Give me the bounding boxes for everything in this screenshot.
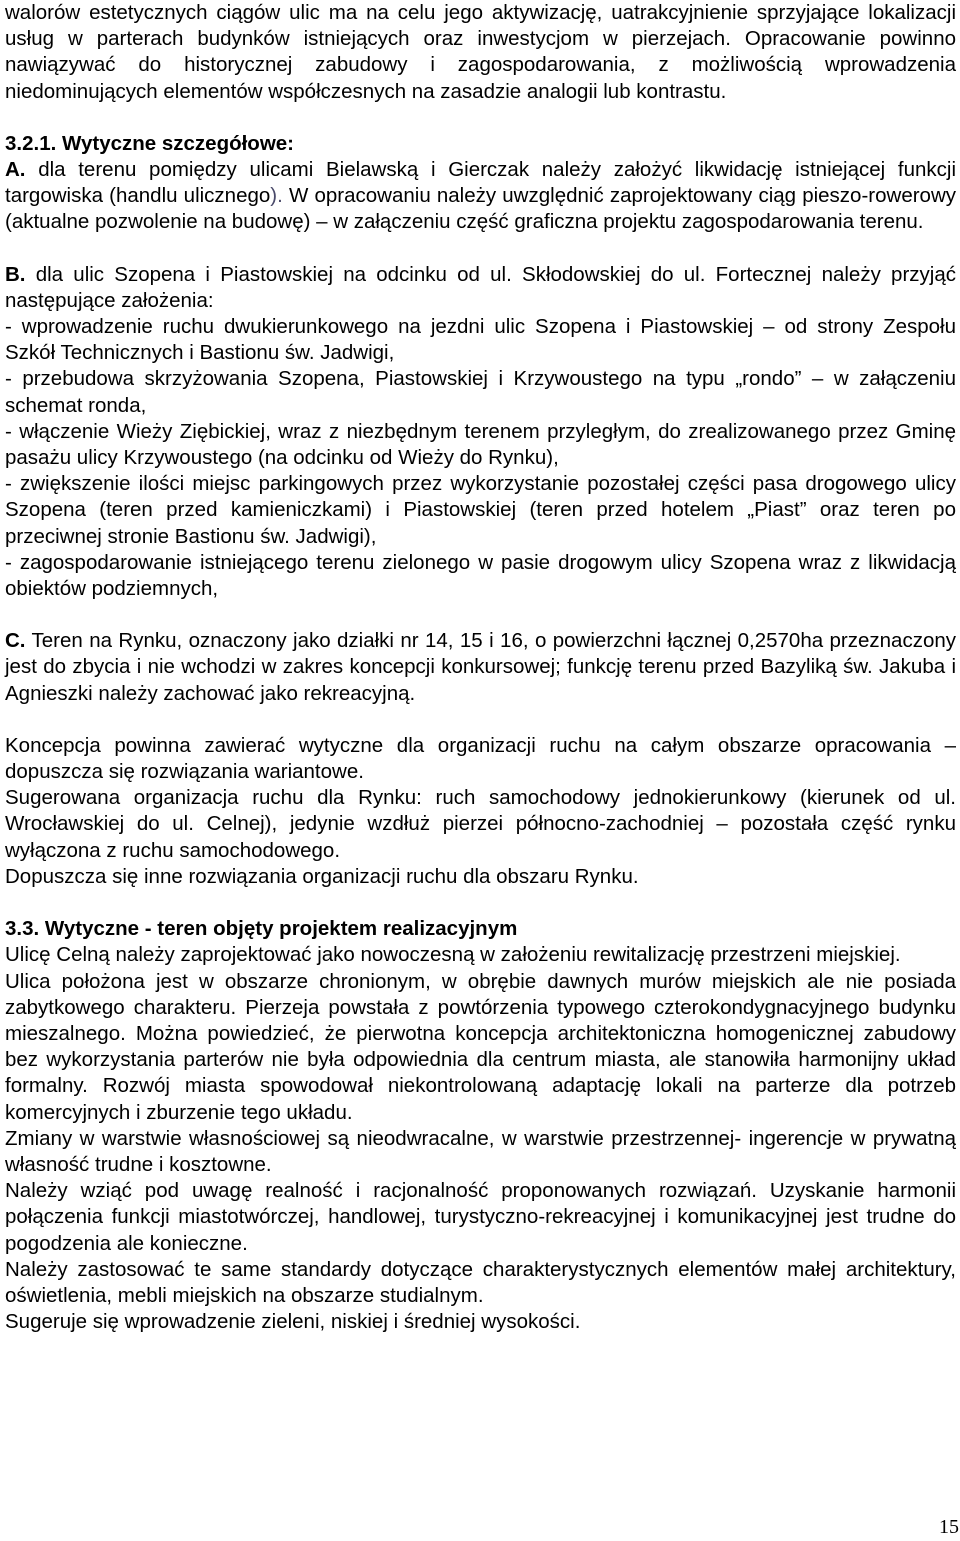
- item-a-text-2: W opracowaniu należy uwzględnić zaprojektowany ciąg pieszo-rowerowy (aktualne pozwolenie na budowę) – w załączeniu część graficzna projektu zagospodarowania terenu.: [5, 184, 956, 234]
- section-33-paragraph: Zmiany w warstwie własnościowej są nieodwracalne, w warstwie przestrzennej- ingerencje w prywatną własność trudne i kosztowne.: [5, 1126, 956, 1176]
- item-a-paragraph: [5, 157, 956, 236]
- section-33-paragraph: Należy wziąć pod uwagę realność i racjonalność proponowanych rozwiązań. Uzyskanie harmonii połączenia funkcji miastotwórczej, handlowej, turystyczno-rekreacyjnej i komunikacyjnej jest trudne do pogodzenia ale konieczne.: [5, 1179, 956, 1255]
- page-number: 15: [939, 1516, 959, 1538]
- item-a-label: A.: [5, 158, 26, 182]
- section-33-paragraph: Sugeruje się wprowadzenie zieleni, niskiej i średniej wysokości.: [5, 1310, 581, 1334]
- document-page: [5, 0, 956, 1335]
- suggested-traffic-paragraph: Sugerowana organizacja ruchu dla Rynku: ruch samochodowy jednokierunkowy (kierunek od ul. Wrocławskiej do ul. Celnej), jedynie wzdłuż pierzei północno-zachodniej – pozostała część rynku wyłączona z ruchu samochodowego.: [5, 786, 956, 862]
- item-b-label: B.: [5, 262, 26, 286]
- item-b-bullet: - przebudowa skrzyżowania Szopena, Piastowskiej i Krzywoustego na typu „rondo” – w załączeniu schemat ronda,: [5, 367, 956, 417]
- allowed-solutions-paragraph: Dopuszcza się inne rozwiązania organizacji ruchu dla obszaru Rynku.: [5, 864, 639, 888]
- concept-paragraph: Koncepcja powinna zawierać wytyczne dla organizacji ruchu na całym obszarze opracowania – dopuszcza się rozwiązania wariantowe.: [5, 733, 956, 784]
- item-c-text: Teren na Rynku, oznaczony jako działki nr 14, 15 i 16, o powierzchni łącznej 0,2570ha przeznaczony jest do zbycia i nie wchodzi w zakres koncepcji konkursowej; funkcję terenu przed Bazyliką św. Jakuba i Agnieszki należy zachować jako rekreacyjną.: [5, 629, 956, 705]
- item-b-text: dla ulic Szopena i Piastowskiej na odcinku od ul. Skłodowskiej do ul. Fortecznej należy przyjąć następujące założenia:: [5, 262, 956, 312]
- section-33-paragraph: Należy zastosować te same standardy dotyczące charakterystycznych elementów małej architektury, oświetlenia, mebli miejskich na obszarze studialnym.: [5, 1257, 956, 1307]
- item-b-bullet: - zwiększenie ilości miejsc parkingowych przez wykorzystanie pozostałej części pasa drogowego ulicy Szopena (teren przed kamieniczkami) i Piastowskiej (teren przed hotelem „Piast” oraz teren po przeciwnej stronie Bastionu św. Jadwigi),: [5, 472, 956, 548]
- item-a-paren: ).: [270, 184, 283, 208]
- intro-paragraph: walorów estetycznych ciągów ulic ma na celu jego aktywizację, uatrakcyjnienie sprzyjające lokalizacji usług w parterach budynków istniejących oraz inwestycjom w pierzejach. Opracowanie powinno nawiązywać do historycznej zabudowy i zagospodarowania, z możliwością wprowadzenia niedominujących elementów współczesnych na zasadzie analogii lub kontrastu.: [5, 1, 956, 103]
- item-b-bullet: - zagospodarowanie istniejącego terenu zielonego w pasie drogowym ulicy Szopena wraz z likwidacją obiektów podziemnych,: [5, 550, 956, 601]
- item-c-label: C.: [5, 629, 26, 653]
- section-33-paragraph: Ulicę Celną należy zaprojektować jako nowoczesną w założeniu rewitalizację przestrzeni miejskiej.: [5, 943, 901, 967]
- item-c-paragraph: [5, 628, 956, 707]
- item-b-bullet: - wprowadzenie ruchu dwukierunkowego na jezdni ulic Szopena i Piastowskiej – od strony Zespołu Szkół Technicznych i Bastionu św. Jadwigi,: [5, 315, 956, 365]
- item-b-bullet: - włączenie Wieży Ziębickiej, wraz z niezbędnym terenem przyległym, do zrealizowanego przez Gminę pasażu ulicy Krzywoustego (na odcinku od Wieży do Rynku),: [5, 419, 956, 470]
- section-33-paragraph: Ulica położona jest w obszarze chronionym, w obrębie dawnych murów miejskich ale nie posiada zabytkowego charakteru. Pierzeja powstała z powtórzenia typowego czterokondygnacyjnego budynku mieszalnego. Można powiedzieć, że pierwotna koncepcja architektoniczna homogenicznej zabudowy bez wykorzystania parterów nie była odpowiednia dla centrum miasta, ale stanowiła harmonijny układ formalny. Rozwój miasta spowodował niekontrolowaną adaptację lokali na parterze dla potrzeb komercyjnych i zburzenie tego układu.: [5, 969, 956, 1124]
- section-321-heading: 3.2.1. Wytyczne szczegółowe:: [5, 131, 295, 155]
- item-b-paragraph: [5, 262, 956, 314]
- item-a-text: dla terenu pomiędzy ulicami Bielawską i Gierczak należy założyć likwidację istniejącej funkcji targowiska (handlu ulicznego: [5, 158, 956, 208]
- section-33-heading: 3.3. Wytyczne - teren objęty projektem realizacyjnym: [5, 917, 518, 941]
